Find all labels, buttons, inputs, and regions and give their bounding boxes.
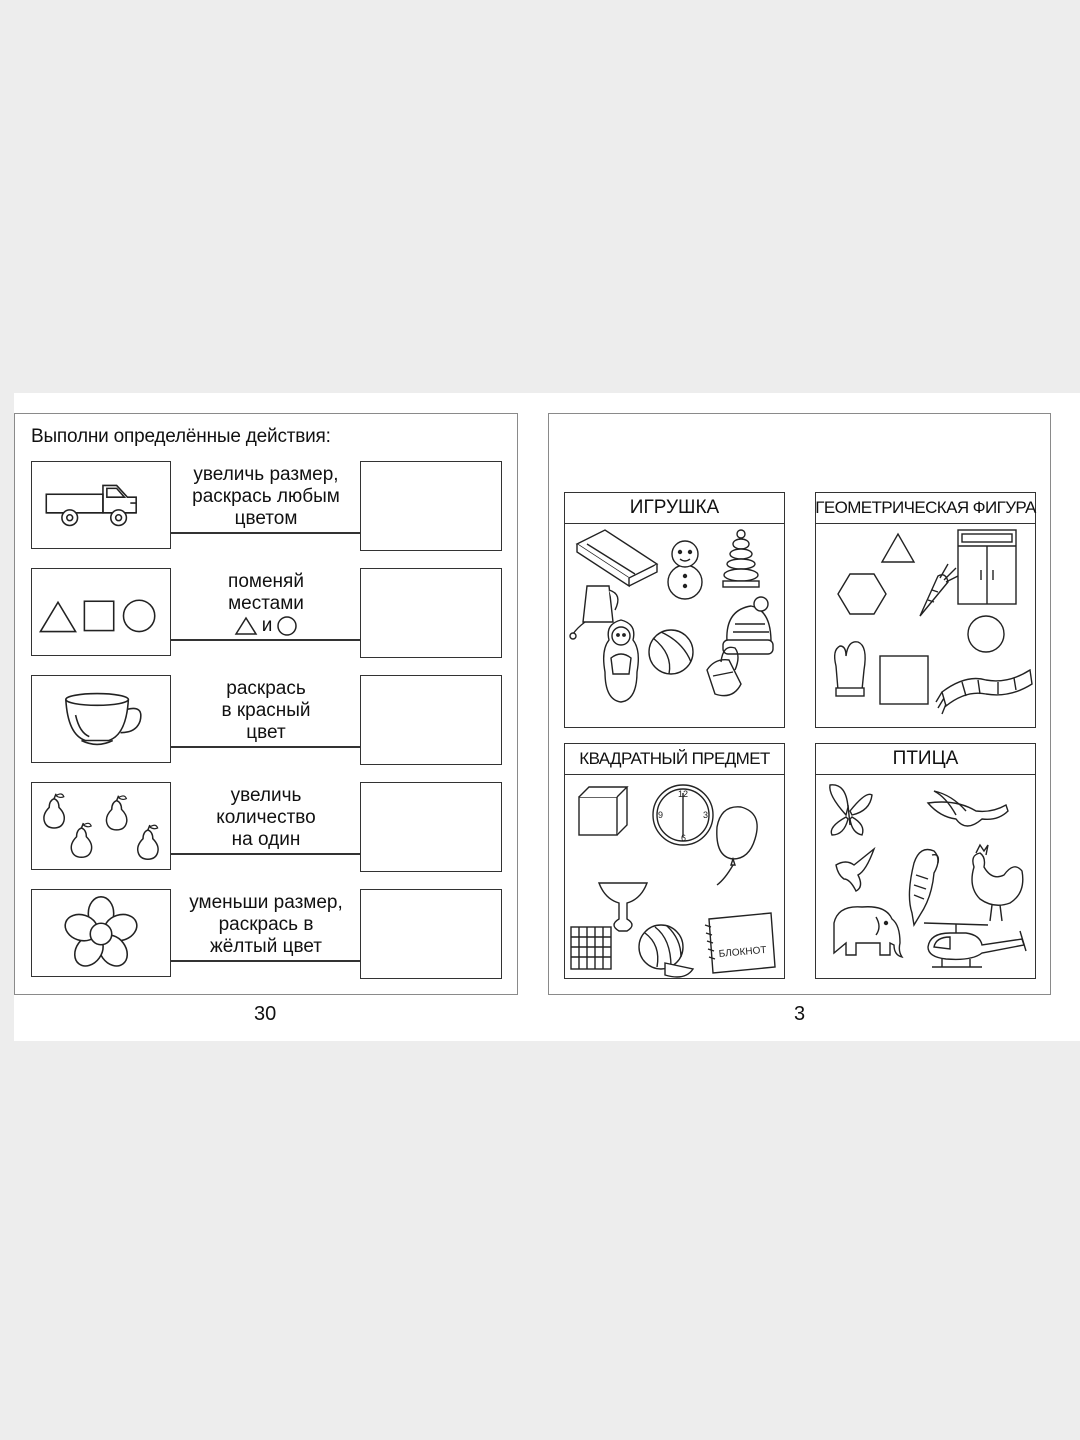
- svg-text:9: 9: [658, 810, 664, 820]
- stacking-toy-icon: [723, 530, 759, 587]
- connector-line: [171, 532, 361, 534]
- swallow-icon: [836, 849, 874, 891]
- matryoshka-icon: [604, 620, 639, 702]
- book-spread: [14, 393, 1080, 1041]
- square-objects-illustration: [565, 775, 783, 978]
- task-row: [31, 782, 503, 872]
- butterfly-icon: [830, 785, 872, 835]
- task-row: [31, 461, 503, 551]
- clock-icon: [653, 785, 713, 845]
- elephant-icon: [834, 907, 902, 957]
- winter-hat-icon: [723, 597, 773, 654]
- page-number-left: 30: [254, 1003, 277, 1025]
- birds-illustration: [816, 775, 1034, 978]
- answer-box[interactable]: [360, 782, 502, 872]
- task-row: [31, 568, 503, 658]
- carrot-icon: [920, 564, 958, 616]
- roly-poly-icon: [668, 541, 702, 599]
- instruction-text: уменьши размер, раскрась в жёлтый цвет: [189, 892, 343, 957]
- triangle-icon: [40, 602, 75, 631]
- picture-box: [31, 675, 171, 763]
- circle-icon: [276, 615, 298, 637]
- cupboard-icon: [958, 530, 1016, 604]
- helicopter-icon: [924, 923, 1026, 967]
- parrot-icon: [909, 850, 938, 926]
- rooster-icon: [972, 845, 1023, 921]
- ball-icon: [649, 630, 693, 674]
- balloon-icon: [717, 807, 757, 885]
- connector-line: [171, 746, 361, 748]
- category-title: ИГРУШКА: [565, 493, 784, 524]
- mitten-icon: [835, 642, 865, 696]
- scarf-icon: [936, 670, 1032, 714]
- notebook-label: БЛОКНОТ: [718, 944, 767, 960]
- picture-box: [31, 889, 171, 977]
- instruction-text: поменяй местами и: [228, 571, 304, 636]
- picture-box: [31, 568, 171, 656]
- circle-icon: [123, 600, 154, 631]
- cup-icon: [32, 676, 170, 762]
- svg-text:6: 6: [681, 833, 687, 843]
- notebook-icon: [705, 913, 775, 973]
- svg-text:3: 3: [703, 810, 709, 820]
- circle-icon: [968, 616, 1004, 652]
- connector-line: [171, 639, 361, 641]
- triangle-icon: [234, 616, 258, 636]
- picture-box: [31, 461, 171, 549]
- task-title: Выполни определённые действия:: [31, 426, 331, 447]
- category-title: КВАДРАТНЫЙ ПРЕДМЕТ: [565, 744, 784, 775]
- scarf-plaid-icon: [571, 927, 611, 969]
- instruction-text: увеличь размер, раскрась любым цветом: [192, 464, 340, 529]
- square-icon: [880, 656, 928, 704]
- task-row: [31, 889, 503, 979]
- right-page: [548, 413, 1051, 995]
- instruction-text: увеличь количество на один: [216, 785, 316, 850]
- geometry-illustration: [816, 524, 1034, 727]
- answer-box[interactable]: [360, 568, 502, 658]
- truck-icon: [32, 462, 170, 548]
- hexagon-icon: [838, 574, 886, 614]
- toys-illustration: [565, 524, 783, 727]
- category-box-bird: [815, 743, 1036, 979]
- category-box-geometric-shape: [815, 492, 1036, 728]
- category-title: ПТИЦА: [816, 744, 1035, 775]
- triangle-icon: [882, 534, 914, 562]
- shapes-icon: [32, 569, 170, 655]
- svg-text:12: 12: [678, 789, 689, 799]
- flower-icon: [32, 890, 170, 976]
- task-row: [31, 675, 503, 765]
- flying-bird-icon: [928, 791, 1008, 826]
- box-toy-icon: [577, 530, 657, 586]
- picture-box: [31, 782, 171, 870]
- answer-box[interactable]: [360, 461, 502, 551]
- category-box-toy: [564, 492, 785, 728]
- connector-line: [171, 853, 361, 855]
- left-page: [14, 413, 518, 995]
- vase-icon: [599, 883, 647, 931]
- instruction-text: раскрась в красный цвет: [221, 678, 311, 743]
- answer-box[interactable]: [360, 675, 502, 765]
- category-box-square-object: [564, 743, 785, 979]
- answer-box[interactable]: [360, 889, 502, 979]
- connector-line: [171, 960, 361, 962]
- watermelon-icon: [639, 925, 693, 977]
- cube-icon: [579, 787, 627, 835]
- page-number-right: 3: [794, 1003, 806, 1025]
- category-title: ГЕОМЕТРИЧЕСКАЯ ФИГУРА: [816, 493, 1035, 524]
- square-icon: [84, 601, 113, 630]
- pears-icon: [32, 783, 170, 869]
